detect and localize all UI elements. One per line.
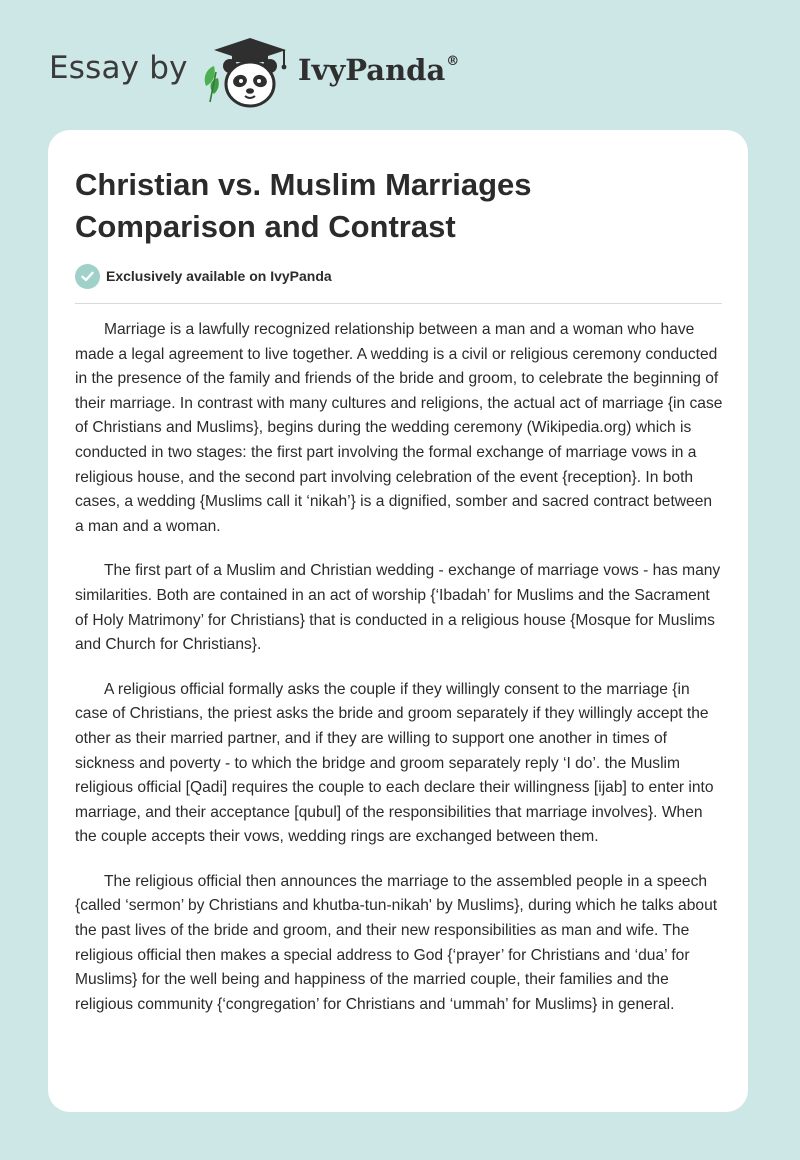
paragraph: The religious official then announces the marriage to the assembled people in a speech {called ‘sermon’ by Christians and khutba-tun-nikah' by Muslims}, during which he talks about the past lives of the bride and groom, and their new responsibilities as man and wife. The religious official then makes a special address to God {‘prayer’ for Christians and ‘dua’ for Muslims} for the well being and happiness of the married couple, their families and the religious community {‘congregation’ for Christians and ‘ummah’ for Muslims} in general. [75,872,718,1013]
essay-body [75,318,725,1037]
paragraph: The first part of a Muslim and Christian wedding - exchange of marriage vows - has many similarities. Both are contained in an act of worship {‘Ibadah’ for Muslims and the Sacrament of Holy Matrimony’ for Christians} that is conducted in a religious house {Mosque for Muslims and Church for Christians}. [75,562,721,654]
badge-text: Exclusively available on IvyPanda [106,268,332,284]
paragraph: Marriage is a lawfully recognized relationship between a man and a woman who have made a legal agreement to live together. A wedding is a civil or religious ceremony conducted in the presence of the family and friends of the bride and groom, to celebrate the beginning of their marriage. In contrast with many cultures and religions, the actual act of marriage {in case of Christians and Muslims}, begins during the wedding ceremony (Wikipedia.org) which is conducted in two stages: the first part involving the formal exchange of marriage vows in a religious house, and the second part involving celebration of the event {reception}. In both cases, a wedding {Muslims call it ‘nikah’} is a dignified, somber and sacred contract between a man and a woman. [75,321,723,535]
registered-mark: ® [446,54,460,70]
essay-by-label: Essay by [49,50,188,86]
site-header [0,0,800,130]
panda-logo-icon[interactable] [200,36,292,110]
brand-name-text: IvyPanda [298,53,446,87]
essay-card [48,130,748,1112]
exclusive-badge [75,263,332,289]
check-icon [75,264,100,289]
paragraph: A religious official formally asks the couple if they willingly consent to the marriage {in case of Christians, the priest asks the bride and groom separately if they willingly accept the other as their married partner, and if they are willing to support one another in times of sickness and poverty - to which the bridge and groom separately reply ‘I do’. the Muslim religious official [Qadi] requires the couple to each declare their willingness [ijab] to enter into marriage, and their acceptance [qubul] of the responsibilities that marriage involves}. When the couple accepts their vows, wedding rings are exchanged between them. [75,680,714,846]
divider [75,303,722,304]
leaf-icon [205,66,219,102]
page-title: Christian vs. Muslim Marriages Comparison and Contrast [75,167,532,244]
brand-name[interactable] [298,53,459,87]
panda-head-icon [223,59,277,106]
